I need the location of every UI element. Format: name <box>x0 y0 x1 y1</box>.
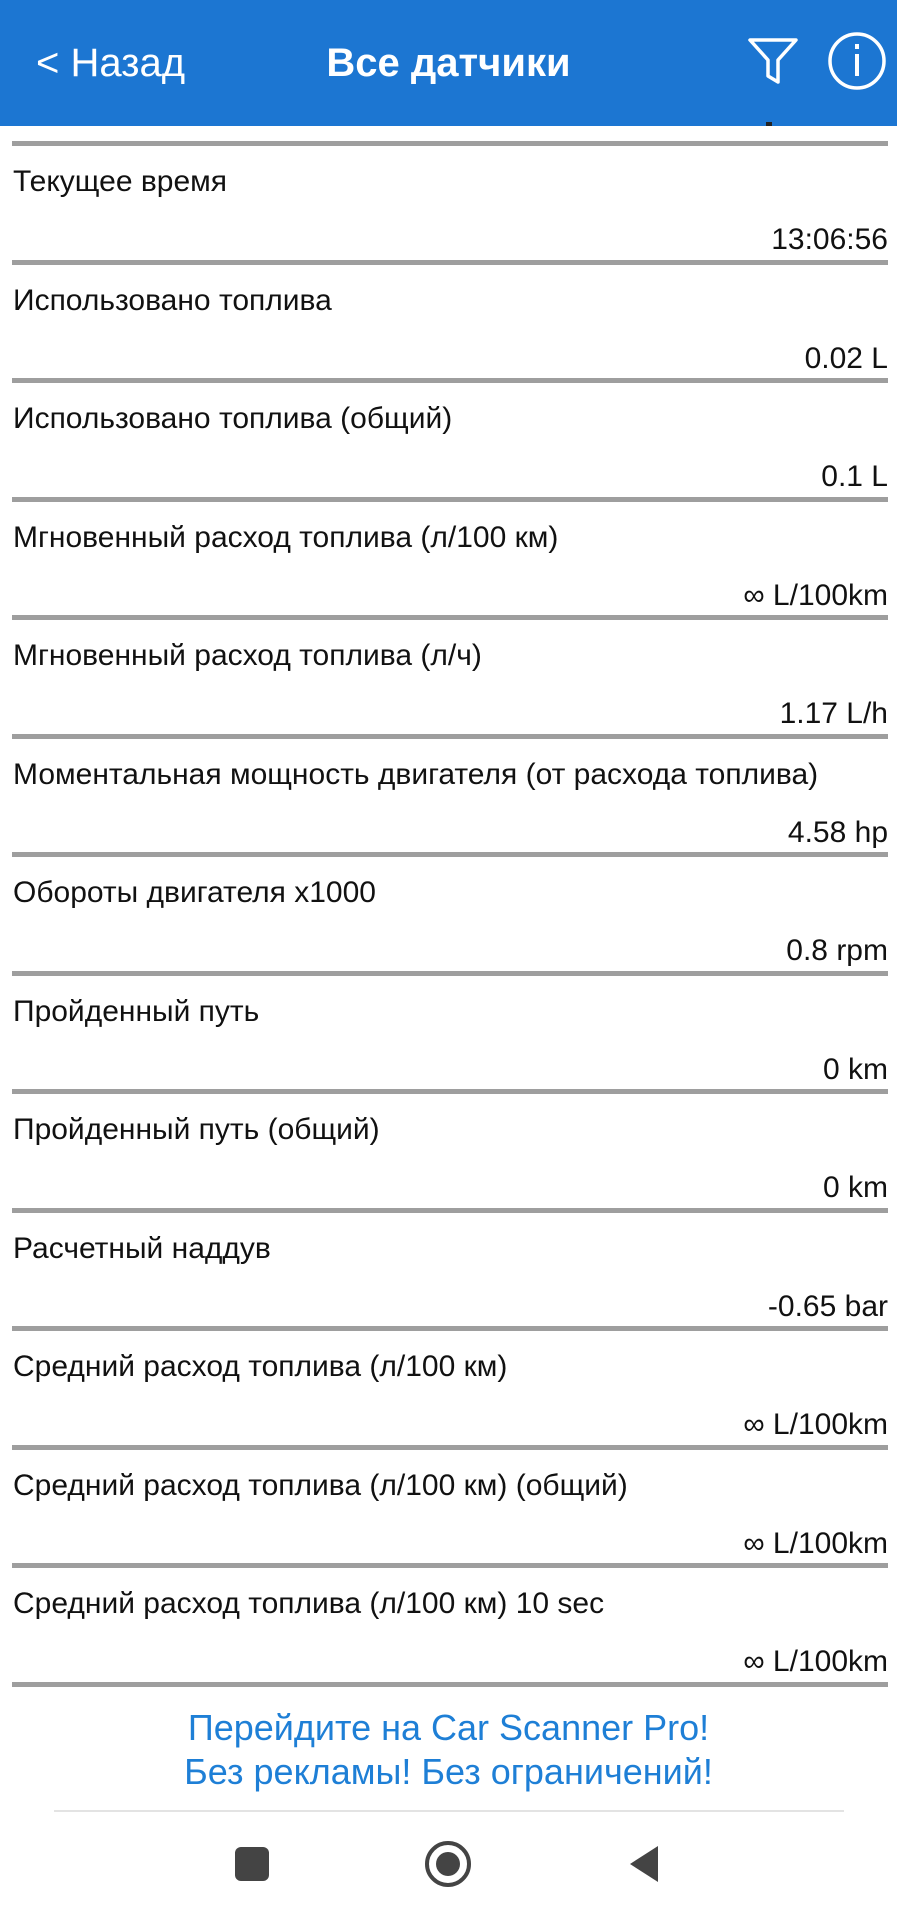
sensor-value: 0 km <box>822 1171 888 1204</box>
sensor-label: Расчетный наддув <box>13 1231 271 1265</box>
recent-apps-graphic <box>222 1834 282 1894</box>
sensor-label: Использовано топлива <box>13 283 332 317</box>
sensor-label: Пройденный путь (общий) <box>13 1113 380 1146</box>
sensor-row[interactable] <box>0 260 897 379</box>
sensor-row[interactable] <box>0 615 897 734</box>
sensor-value: 13:06:56 <box>771 223 888 256</box>
promo-line-2: Без рекламы! Без ограничений! <box>184 1751 713 1792</box>
info-icon-graphic <box>826 30 888 92</box>
sensor-label: Мгновенный расход топлива (л/100 км) <box>13 520 559 554</box>
sensor-row[interactable] <box>0 1208 897 1327</box>
sensor-value: 0.8 rpm <box>786 934 888 967</box>
sensor-label: Обороты двигателя x1000 <box>13 876 376 909</box>
sensor-value: ∞ L/100km <box>743 1408 888 1441</box>
sensor-label: Пройденный путь <box>13 994 260 1028</box>
sensor-value: 1.17 L/h <box>779 697 888 730</box>
sensor-row[interactable] <box>0 1326 897 1445</box>
promo-line-1: Перейдите на Car Scanner Pro! <box>187 1707 710 1748</box>
sensor-value: 0 km <box>822 1052 888 1086</box>
back-triangle-icon[interactable] <box>614 1834 674 1894</box>
sensor-value: 0.02 L <box>804 341 888 375</box>
sensor-label: Средний расход топлива (л/100 км) (общий) <box>13 1468 628 1502</box>
filter-icon-graphic <box>742 30 804 92</box>
sensor-label: Средний расход топлива (л/100 км) <box>13 1350 508 1383</box>
page-title: Все датчики <box>326 41 571 85</box>
home-graphic <box>418 1834 478 1894</box>
recent-apps-icon[interactable] <box>222 1834 282 1894</box>
sensor-row[interactable] <box>0 734 897 853</box>
sensor-value: 4.58 hp <box>787 815 888 849</box>
back-triangle-graphic <box>614 1834 674 1894</box>
app-bar <box>0 0 897 126</box>
sensor-label: Текущее время <box>13 165 228 198</box>
sensor-row[interactable] <box>0 497 897 616</box>
sensor-row[interactable] <box>0 971 897 1090</box>
sensor-label: Моментальная мощность двигателя (от расхода топлива) <box>13 757 819 791</box>
info-icon[interactable] <box>826 30 888 92</box>
back-button[interactable]: < Назад <box>36 41 186 85</box>
sensor-row[interactable] <box>0 1563 897 1682</box>
sensor-value: ∞ L/100km <box>743 1526 888 1560</box>
sensor-value: -0.65 bar <box>767 1289 888 1323</box>
sensor-row[interactable] <box>0 1445 897 1564</box>
home-icon[interactable] <box>418 1834 478 1894</box>
sensor-label: Средний расход топлива (л/100 км) 10 sec <box>13 1587 605 1620</box>
sensor-label: Мгновенный расход топлива (л/ч) <box>13 639 482 672</box>
sensor-value: 0.1 L <box>821 460 888 493</box>
system-nav-bar <box>0 1812 897 1920</box>
sensor-row[interactable] <box>0 852 897 971</box>
sensor-row[interactable] <box>0 378 897 497</box>
sensor-row[interactable] <box>0 141 897 260</box>
sensor-value: ∞ L/100km <box>743 578 888 612</box>
row-separator <box>12 1682 888 1687</box>
upgrade-promo-link[interactable] <box>0 1706 897 1794</box>
sensor-label: Использовано топлива (общий) <box>13 402 453 435</box>
sensor-value: ∞ L/100km <box>743 1645 888 1678</box>
clipped-row-fragment <box>766 122 772 126</box>
filter-icon[interactable] <box>742 30 804 92</box>
sensor-row[interactable] <box>0 1089 897 1208</box>
